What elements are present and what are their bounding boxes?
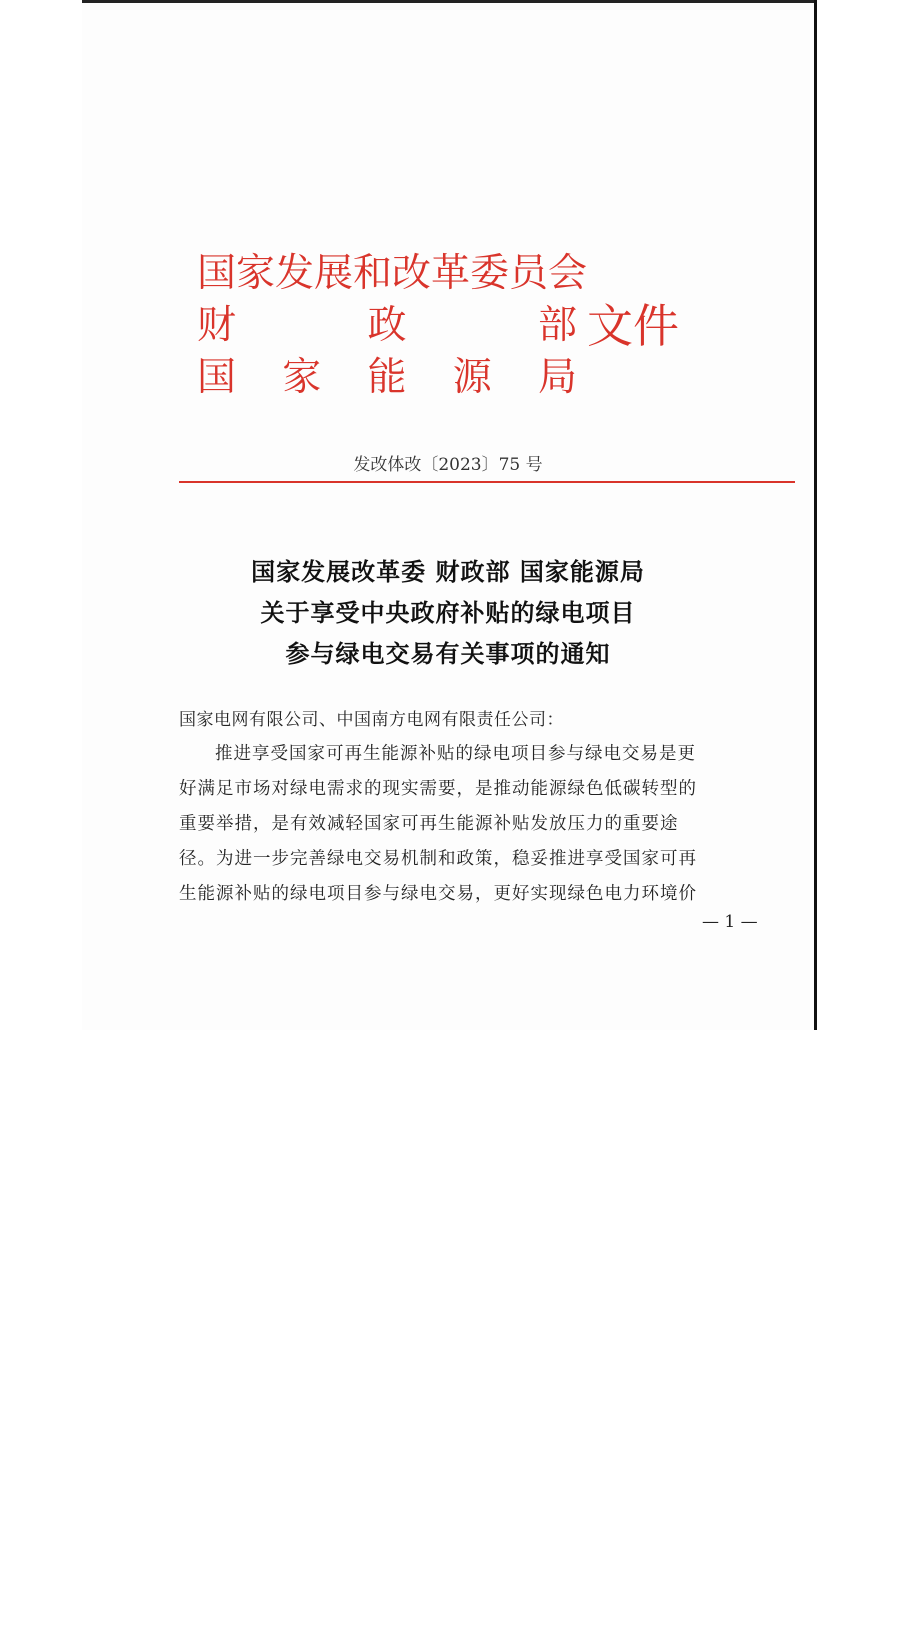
scan-top-edge bbox=[82, 0, 814, 3]
title-line-2: 关于享受中央政府补贴的绿电项目 bbox=[260, 598, 636, 627]
issuer-mof: 财 政 部 bbox=[197, 303, 577, 348]
title-line-1: 国家发展改革委 财政部 国家能源局 bbox=[251, 557, 645, 586]
body-line: 生能源补贴的绿电项目参与绿电交易，更好实现绿色电力环境价 bbox=[179, 884, 697, 904]
blank-area bbox=[0, 1030, 902, 1635]
scanned-document-page bbox=[82, 0, 817, 1030]
issuer-nea: 国 家 能 源 局 bbox=[197, 355, 577, 400]
page-number: — 1 — bbox=[702, 912, 758, 932]
body-line: 好满足市场对绿电需求的现实需要，是推动能源绿色低碳转型的 bbox=[179, 779, 697, 799]
document-number: 发改体改〔2023〕75 号 bbox=[353, 455, 543, 475]
issuer-ndrc: 国家发展和改革委员会 bbox=[197, 251, 588, 296]
red-divider bbox=[179, 481, 795, 483]
body-line: 推进享受国家可再生能源补贴的绿电项目参与绿电交易是更 bbox=[215, 744, 696, 764]
title-line-3: 参与绿电交易有关事项的通知 bbox=[285, 639, 611, 668]
body-line: 径。为进一步完善绿电交易机制和政策，稳妥推进享受国家可再 bbox=[179, 849, 697, 869]
document-word: 文件 bbox=[587, 299, 679, 353]
body-line: 重要举措，是有效减轻国家可再生能源补贴发放压力的重要途 bbox=[179, 814, 679, 834]
recipient: 国家电网有限公司、中国南方电网有限责任公司： bbox=[179, 710, 564, 730]
